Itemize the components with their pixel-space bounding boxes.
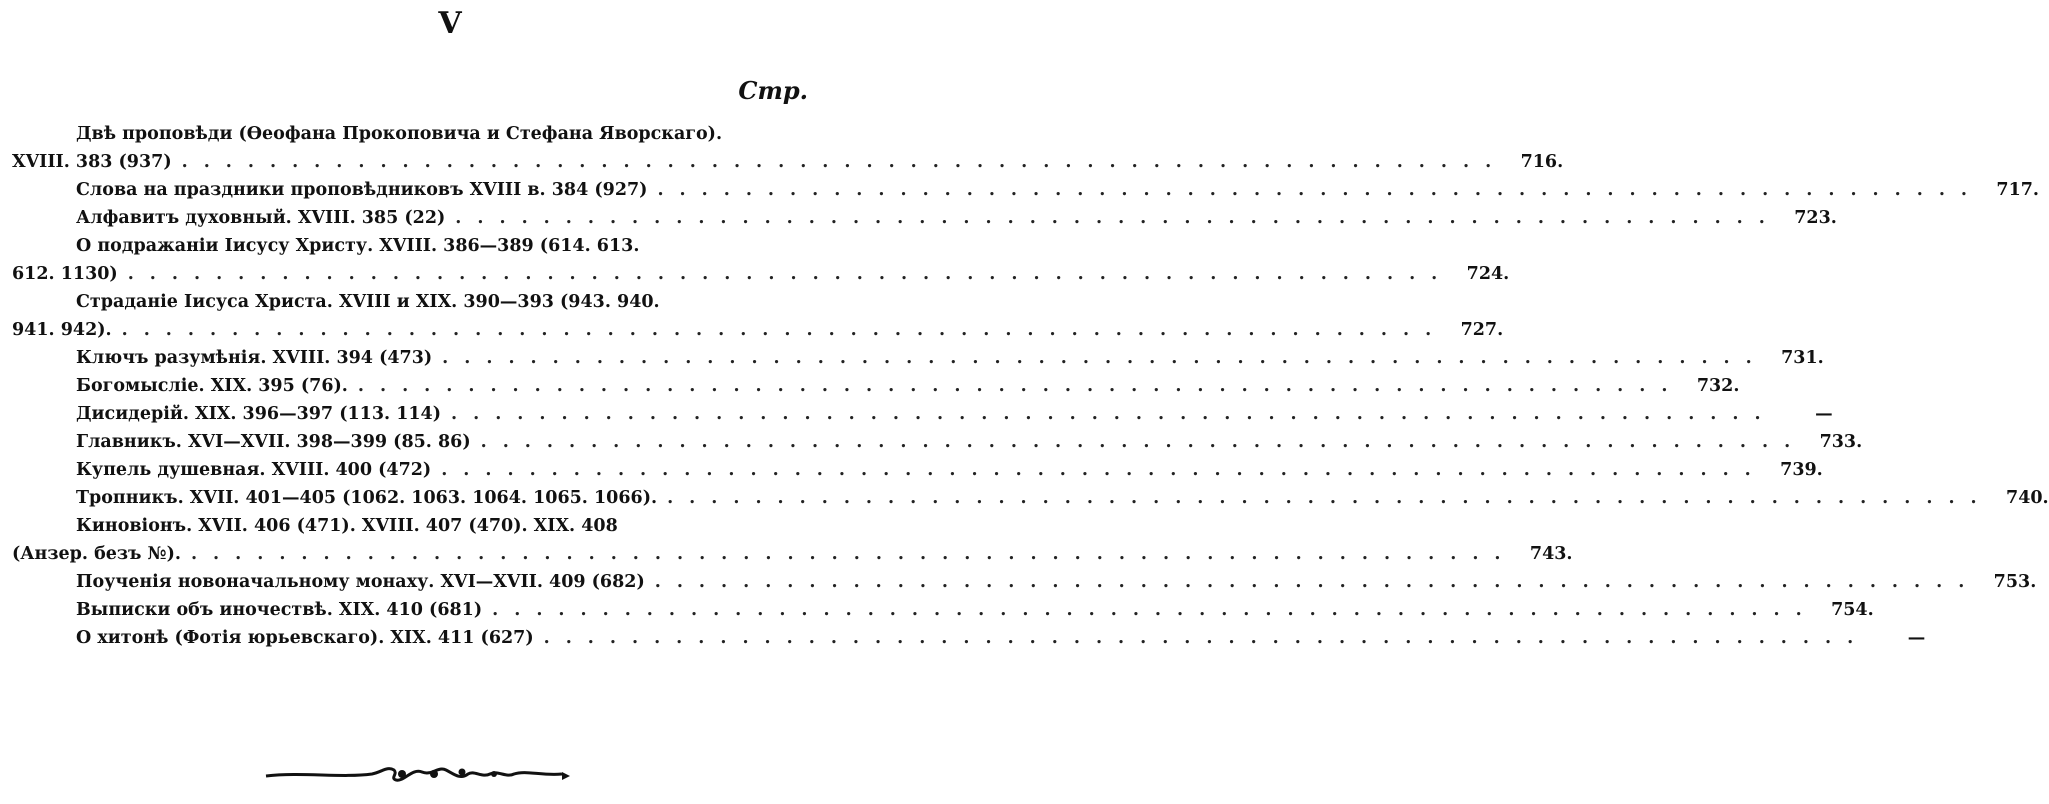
toc-entry <box>12 428 1863 456</box>
dot-leader: ............................................................ <box>657 180 1984 200</box>
dot-leader: ............................................................ <box>492 600 1818 620</box>
toc-page-number: 753. <box>1993 572 2037 592</box>
toc-entry-line <box>12 484 2049 512</box>
toc-page-number: 754. <box>1831 600 1874 620</box>
dot-leader: ............................................................ <box>451 404 1777 424</box>
dot-leader: ............................................................ <box>543 628 1870 648</box>
dot-leader: ............................................................ <box>127 264 1454 284</box>
toc-page-number: 733. <box>1819 432 1863 452</box>
toc-entry <box>12 204 1837 232</box>
toc-entry-text: XVIII. 383 (937) <box>12 152 172 172</box>
dot-leader: ............................................................ <box>357 376 1684 396</box>
toc-entry-line <box>12 456 1823 484</box>
toc-entry-line <box>12 596 1874 624</box>
toc-entry <box>12 232 1510 288</box>
toc-entry-line <box>12 316 1504 344</box>
toc-entry-text: Богомысліе. XIX. 395 (76). <box>76 376 348 396</box>
ornament-divider <box>262 762 582 788</box>
toc-entry-line <box>12 568 2037 596</box>
dot-leader: ............................................................ <box>455 208 1781 228</box>
toc-entry-text: Выписки объ иночествѣ. XIX. 410 (681) <box>76 600 483 620</box>
toc-page-number: 739. <box>1780 460 1823 480</box>
toc-entry <box>12 624 1926 652</box>
toc-entry-text: Купель душевная. XVIII. 400 (472) <box>76 460 432 480</box>
toc-entry <box>12 456 1823 484</box>
toc-entry-line <box>12 120 802 148</box>
toc-entry-line <box>12 232 802 260</box>
toc-page-number: 727. <box>1460 320 1504 340</box>
dot-leader: ............................................................ <box>190 544 1517 564</box>
toc-entry-line <box>12 148 1564 176</box>
toc-page-number: 717. <box>1996 180 2040 200</box>
toc-entry-line <box>12 428 1863 456</box>
toc-entry-text: Дисидерій. XIX. 396—397 (113. 114) <box>76 404 442 424</box>
toc-entry-line <box>12 176 2040 204</box>
toc-page-number: 732. <box>1696 376 1740 396</box>
toc-entry-text: Киновіонъ. XVII. 406 (471). XVIII. 407 (470). XIX. 408 <box>76 516 618 536</box>
toc-entry <box>12 596 1874 624</box>
toc-entry-line <box>12 512 802 540</box>
toc-entry-line <box>12 400 1833 428</box>
dot-leader: ............................................................ <box>480 432 1807 452</box>
toc-entry-text: Поученія новоначальному монаху. XVI—XVII. 409 (682) <box>76 572 645 592</box>
toc-entry-line <box>12 260 1510 288</box>
toc-page-number: 724. <box>1466 264 1510 284</box>
toc-entry-text: Двѣ проповѣди (Ѳеофана Прокоповича и Стефана Яворскаго). <box>76 124 723 144</box>
dot-leader: ............................................................ <box>442 348 1768 368</box>
toc-page-number: 716. <box>1520 152 1564 172</box>
toc-entry-text: Тропникъ. XVII. 401—405 (1062. 1063. 1064. 1065. 1066). <box>76 488 658 508</box>
dot-leader: ............................................................ <box>654 572 1981 592</box>
toc-entry-text: 612. 1130) <box>12 264 118 284</box>
toc-entry <box>12 512 1573 568</box>
dot-leader: ............................................................ <box>441 460 1767 480</box>
toc-entry-line <box>12 204 1837 232</box>
toc-entry <box>12 400 1833 428</box>
toc-entry <box>12 568 2037 596</box>
toc-entry-text: О хитонѣ (Фотія юрьевскаго). XIX. 411 (627) <box>76 628 534 648</box>
page-number: V <box>438 6 462 41</box>
toc-entry-line <box>12 540 1573 568</box>
table-of-contents <box>12 120 2049 652</box>
toc-entry-text: О подражаніи Іисусу Христу. XVIII. 386—389 (614. 613. <box>76 236 640 256</box>
toc-entry <box>12 120 1564 176</box>
toc-entry <box>12 372 1740 400</box>
toc-entry-text: Главникъ. XVI—XVII. 398—399 (85. 86) <box>76 432 471 452</box>
toc-entry-line <box>12 288 802 316</box>
toc-entry <box>12 484 2049 512</box>
toc-entry-text: Слова на праздники проповѣдниковъ XVIII в. 384 (927) <box>76 180 648 200</box>
toc-page-number: 743. <box>1529 544 1573 564</box>
toc-page-number: — <box>1815 404 1833 424</box>
toc-page-number: 740. <box>2006 488 2049 508</box>
toc-entry <box>12 288 1504 344</box>
toc-page-number: — <box>1907 628 1926 648</box>
dot-leader: ............................................................ <box>181 152 1508 172</box>
toc-entry-line <box>12 344 1824 372</box>
column-header-page: Стр. <box>738 76 808 105</box>
toc-entry-line <box>12 624 1926 652</box>
toc-page-number: 731. <box>1781 348 1824 368</box>
toc-entry-text: Алфавитъ духовный. XVIII. 385 (22) <box>76 208 446 228</box>
toc-entry-text: (Анзер. безъ №). <box>12 544 181 564</box>
toc-page-number: 723. <box>1794 208 1837 228</box>
toc-entry-text: Ключъ разумѣнія. XVIII. 394 (473) <box>76 348 433 368</box>
toc-entry-line <box>12 372 1740 400</box>
toc-entry-text: 941. 942). <box>12 320 112 340</box>
dot-leader: ............................................................ <box>121 320 1448 340</box>
toc-entry <box>12 344 1824 372</box>
toc-entry-text: Страданіе Іисуса Христа. XVIII и XIX. 390—393 (943. 940. <box>76 292 660 312</box>
dot-leader: ............................................................ <box>667 488 1993 508</box>
toc-entry <box>12 176 2040 204</box>
